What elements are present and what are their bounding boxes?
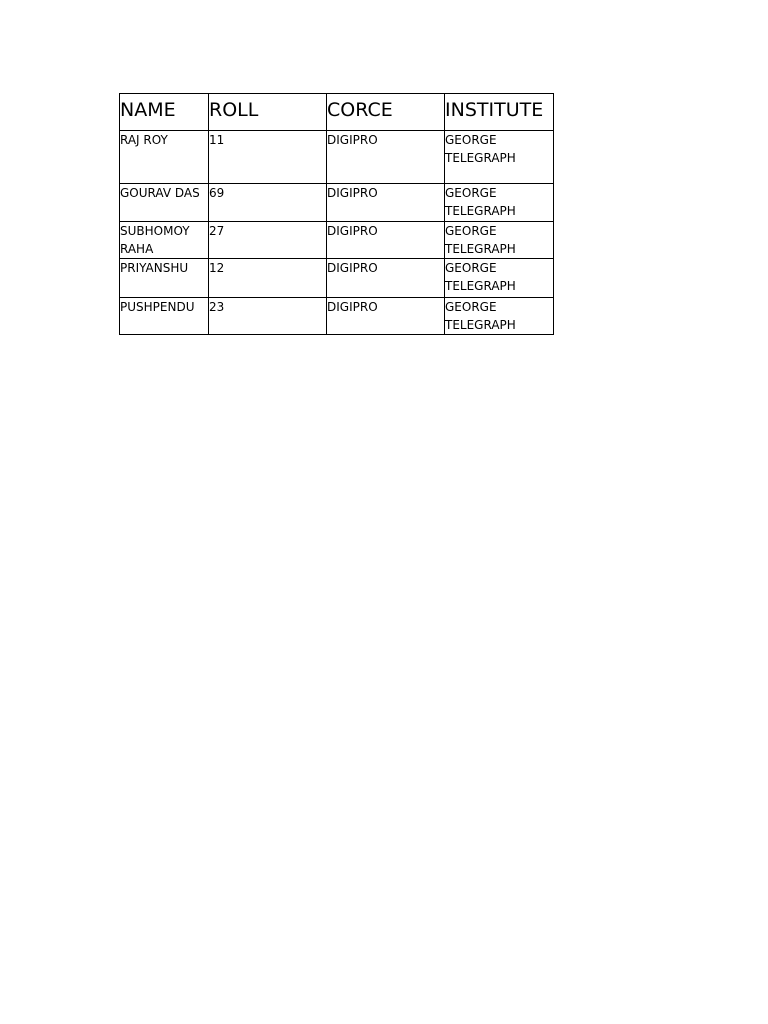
header-course: CORCE (327, 94, 445, 131)
table-row (120, 222, 554, 259)
table-header-row (120, 94, 554, 131)
cell-institute: GEORGE TELEGRAPH (445, 298, 554, 335)
header-name: NAME (120, 94, 209, 131)
cell-name: PUSHPENDU (120, 298, 209, 335)
cell-course: DIGIPRO (327, 131, 445, 184)
table-row (120, 184, 554, 222)
cell-name: GOURAV DAS (120, 184, 209, 222)
cell-course: DIGIPRO (327, 298, 445, 335)
student-table (119, 93, 554, 335)
cell-institute: GEORGE TELEGRAPH (445, 184, 554, 222)
cell-roll: 12 (209, 259, 327, 298)
table-row (120, 131, 554, 184)
cell-institute: GEORGE TELEGRAPH (445, 131, 554, 184)
cell-course: DIGIPRO (327, 259, 445, 298)
cell-roll: 69 (209, 184, 327, 222)
header-institute: INSTITUTE (445, 94, 554, 131)
cell-name: RAJ ROY (120, 131, 209, 184)
table-row (120, 259, 554, 298)
cell-name: SUBHOMOY RAHA (120, 222, 209, 259)
header-roll: ROLL (209, 94, 327, 131)
cell-name: PRIYANSHU (120, 259, 209, 298)
cell-course: DIGIPRO (327, 184, 445, 222)
table-row (120, 298, 554, 335)
cell-institute: GEORGE TELEGRAPH (445, 222, 554, 259)
cell-roll: 27 (209, 222, 327, 259)
cell-institute: GEORGE TELEGRAPH (445, 259, 554, 298)
cell-course: DIGIPRO (327, 222, 445, 259)
cell-roll: 23 (209, 298, 327, 335)
cell-roll: 11 (209, 131, 327, 184)
